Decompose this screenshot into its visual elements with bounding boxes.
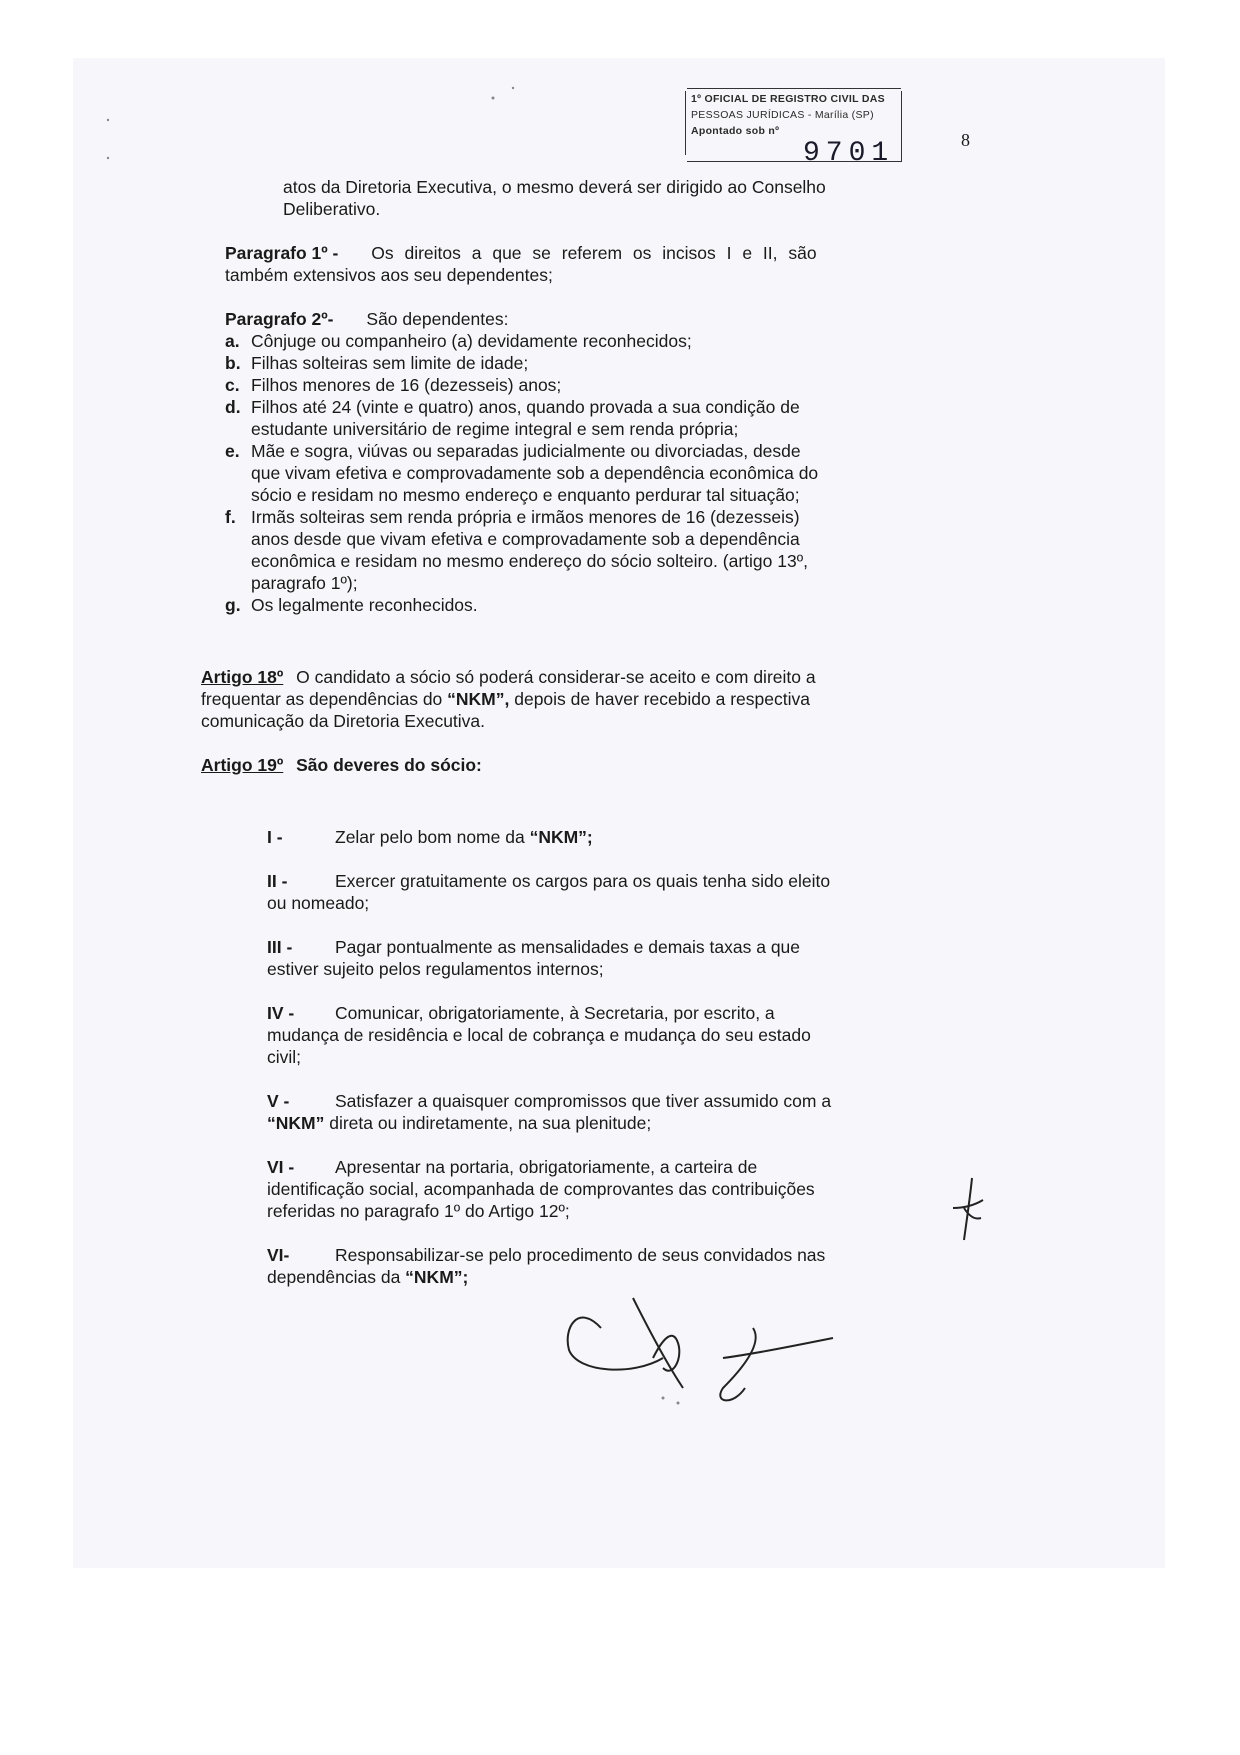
article-18-line-2: frequentar as dependências do “NKM”, depois de haver recebido a respectiva — [201, 689, 810, 709]
dependent-item-line: estudante universitário de regime integral e sem renda própria; — [251, 419, 739, 439]
dependent-letter: d. — [225, 397, 241, 417]
duty-numeral: I - — [267, 827, 283, 847]
dependent-item-line: Filhos menores de 16 (dezesseis) anos; — [251, 375, 562, 395]
paragraph-1-line-1: Os direitos a que se referem os incisos I e II, são — [371, 243, 817, 263]
dependent-item-line: Filhas solteiras sem limite de idade; — [251, 353, 529, 373]
margin-initial — [953, 1178, 983, 1240]
duty-numeral: III - — [267, 937, 293, 957]
dependent-letter: b. — [225, 353, 241, 373]
article-18-label: Artigo 18º — [201, 667, 284, 687]
paragraph-2-text: São dependentes: — [366, 309, 509, 329]
duty-line: Zelar pelo bom nome da “NKM”; — [335, 827, 593, 847]
dependent-letter: e. — [225, 441, 240, 461]
continuation-line-2: Deliberativo. — [283, 199, 381, 219]
duty-line: Pagar pontualmente as mensalidades e demais taxas a que — [335, 937, 801, 957]
dependent-letter: c. — [225, 375, 240, 395]
dependent-item-line: Irmãs solteiras sem renda própria e irmãos menores de 16 (dezesseis) — [251, 507, 800, 527]
duty-line: Apresentar na portaria, obrigatoriamente, a carteira de — [335, 1157, 758, 1177]
article-18-line-3: comunicação da Diretoria Executiva. — [201, 711, 486, 731]
dependent-item-line: paragrafo 1º); — [251, 573, 358, 593]
nkm-name: “NKM” — [267, 1113, 325, 1133]
dependent-letter: f. — [225, 507, 236, 527]
duty-line: mudança de residência e local de cobrança e mudança do seu estado — [267, 1025, 811, 1045]
paragraph-1-line-2: também extensivos aos seu dependentes; — [225, 265, 553, 285]
page-number: 8 — [961, 130, 970, 150]
dependent-item-line: sócio e residam no mesmo endereço e enquanto perdurar tal situação; — [251, 485, 800, 505]
duty-numeral: IV - — [267, 1003, 295, 1023]
duty-line: Comunicar, obrigatoriamente, à Secretaria, por escrito, a — [335, 1003, 775, 1023]
duty-line: referidas no paragrafo 1º do Artigo 12º; — [267, 1201, 570, 1221]
duty-numeral: VI - — [267, 1157, 295, 1177]
duty-numeral: V - — [267, 1091, 290, 1111]
dependent-letter: g. — [225, 595, 241, 615]
duty-line: ou nomeado; — [267, 893, 370, 913]
paragraph-1-label: Paragrafo 1º - — [225, 243, 339, 263]
dependent-item-line: anos desde que vivam efetiva e comprovadamente sob a dependência — [251, 529, 800, 549]
stamp-number: 9701 — [803, 138, 895, 169]
dependent-letter: a. — [225, 331, 240, 351]
dependent-item-line: Os legalmente reconhecidos. — [251, 595, 478, 615]
nkm-name: “NKM”, — [447, 689, 510, 709]
scanned-page — [73, 58, 1165, 1568]
dependent-item-line: econômica e residam no mesmo endereço do sócio solteiro. (artigo 13º, — [251, 551, 808, 571]
nkm-name: “NKM”; — [405, 1267, 469, 1287]
duty-line: civil; — [267, 1047, 302, 1067]
nkm-name: “NKM”; — [529, 827, 593, 847]
article-19-title: São deveres do sócio: — [296, 755, 482, 775]
dependent-item-line: Cônjuge ou companheiro (a) devidamente reconhecidos; — [251, 331, 692, 351]
duty-line: estiver sujeito pelos regulamentos internos; — [267, 959, 604, 979]
duty-line: “NKM” direta ou indiretamente, na sua plenitude; — [267, 1113, 652, 1133]
dependent-item-line: que vivam efetiva e comprovadamente sob a dependência econômica do — [251, 463, 819, 483]
duty-line: Exercer gratuitamente os cargos para os quais tenha sido eleito — [335, 871, 831, 891]
article-18-line-1: O candidato a sócio só poderá considerar-se aceito e com direito a — [296, 667, 816, 687]
handwritten-signatures — [73, 58, 1165, 1568]
stamp-line-2: PESSOAS JURÍDICAS - Marília (SP) — [691, 109, 874, 121]
duty-line: Responsabilizar-se pelo procedimento de seus convidados nas — [335, 1245, 826, 1265]
paragraph-2-label: Paragrafo 2º- — [225, 309, 334, 329]
duty-line: Satisfazer a quaisquer compromissos que tiver assumido com a — [335, 1091, 832, 1111]
article-19-label: Artigo 19º — [201, 755, 284, 775]
dependent-item-line: Filhos até 24 (vinte e quatro) anos, quando provada a sua condição de — [251, 397, 800, 417]
continuation-line-1: atos da Diretoria Executiva, o mesmo deverá ser dirigido ao Conselho — [283, 177, 826, 197]
stamp-line-3: Apontado sob nº — [691, 125, 780, 137]
signature — [568, 1298, 833, 1400]
duty-numeral: VI- — [267, 1245, 290, 1265]
duty-line: dependências da “NKM”; — [267, 1267, 469, 1287]
duty-numeral: II - — [267, 871, 288, 891]
duty-line: identificação social, acompanhada de comprovantes das contribuições — [267, 1179, 815, 1199]
dependent-item-line: Mãe e sogra, viúvas ou separadas judicialmente ou divorciadas, desde — [251, 441, 801, 461]
stamp-line-1: 1º OFICIAL DE REGISTRO CIVIL DAS — [691, 93, 885, 105]
